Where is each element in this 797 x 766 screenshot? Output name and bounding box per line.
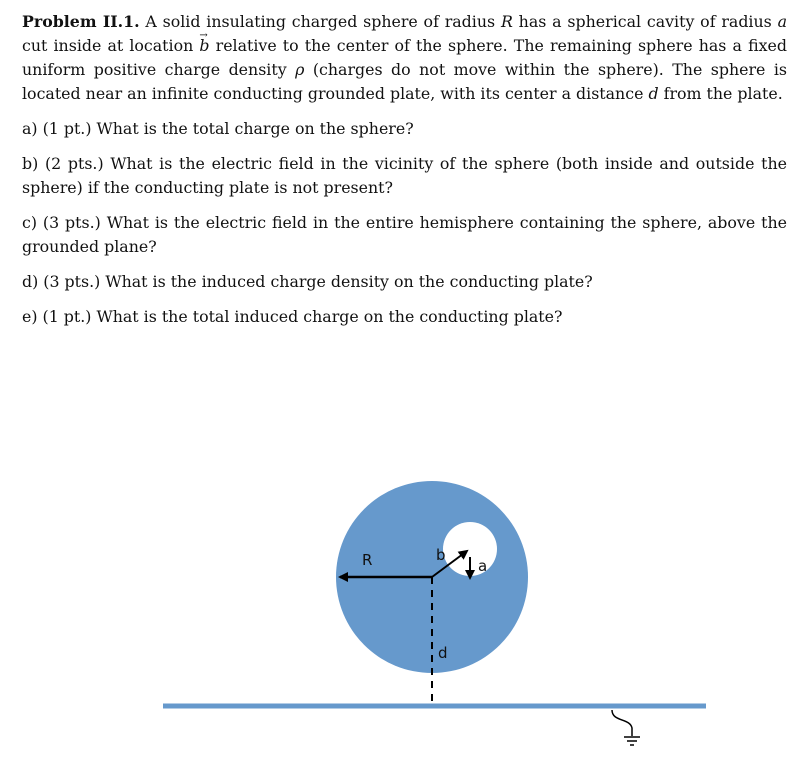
symbol-b-vector: → b	[199, 34, 209, 58]
statement-part: cut inside at location	[22, 36, 194, 55]
question-text: What is the total charge on the sphere?	[96, 119, 414, 138]
question-label: c) (3 pts.)	[22, 213, 101, 232]
statement-part: (charges do not move within the sphere). The sphere is located near an infinite conducting grounded plate, with its center a distance	[22, 60, 788, 103]
question-label: b) (2 pts.)	[22, 154, 104, 173]
problem-heading: Problem II.1.	[22, 12, 140, 31]
question-label: a) (1 pt.)	[22, 119, 92, 138]
statement-part: relative to the center of the sphere. The remaining sphere has a fixed uniform positive charge density	[22, 36, 787, 79]
statement-part: from the plate.	[663, 84, 783, 103]
ground-icon	[612, 710, 640, 745]
question-text: What is the electric field in the entire hemisphere containing the sphere, above the grounded plane?	[22, 213, 787, 256]
label-b: b	[436, 546, 446, 564]
symbol-d: d	[648, 84, 659, 103]
label-R: R	[362, 551, 373, 569]
symbol-R: R	[500, 12, 513, 31]
question-text: What is the induced charge density on the conducting plate?	[105, 272, 593, 291]
symbol-a: a	[777, 12, 787, 31]
question-label: e) (1 pt.)	[22, 307, 92, 326]
statement-part: A solid insulating charged sphere of radius	[145, 12, 496, 31]
question-text: What is the total induced charge on the conducting plate?	[96, 307, 563, 326]
label-a: a	[478, 557, 488, 575]
question-label: d) (3 pts.)	[22, 272, 101, 291]
question-text: What is the electric field in the vicinity of the sphere (both inside and outside the sphere) if the conducting plate is not present?	[22, 154, 787, 197]
label-d: d	[438, 644, 448, 662]
statement-part: has a spherical cavity of radius	[518, 12, 772, 31]
symbol-rho: ρ	[295, 60, 305, 79]
